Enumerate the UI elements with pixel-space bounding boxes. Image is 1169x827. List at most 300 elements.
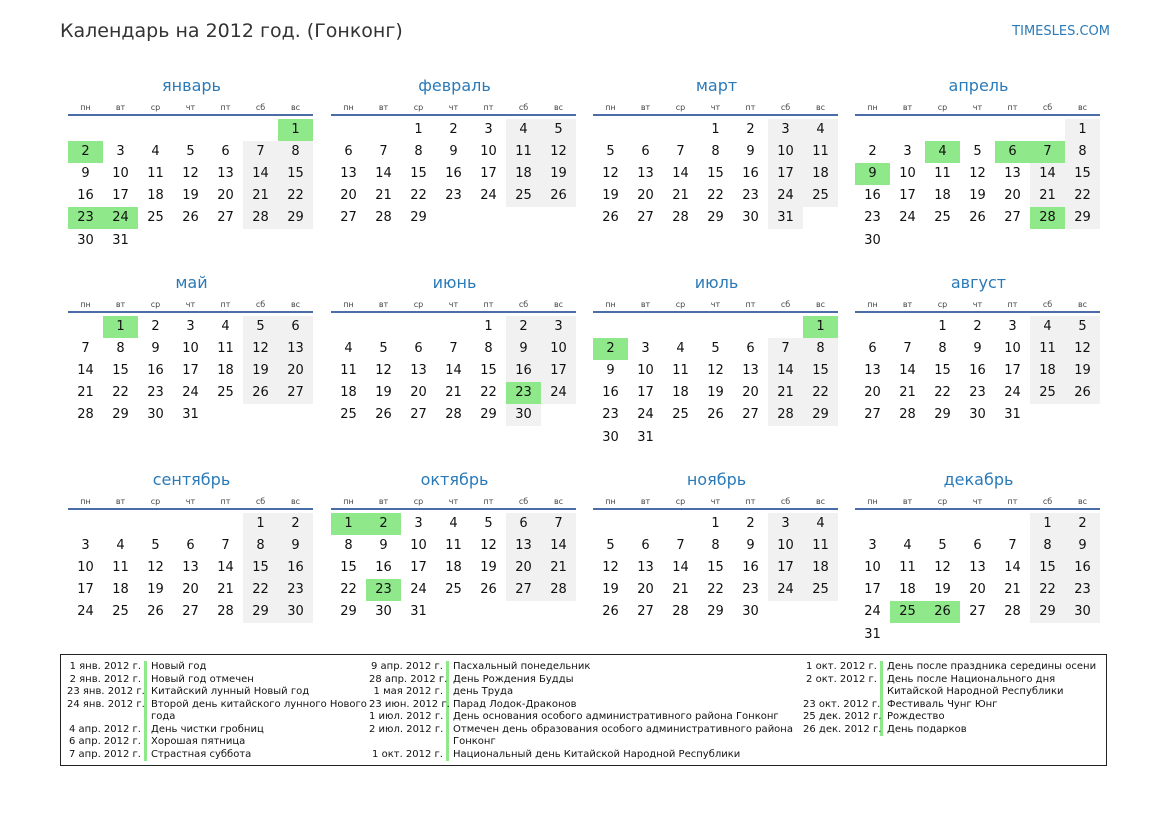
day-cell: 25: [340, 407, 357, 423]
day-cell: 12: [1065, 338, 1100, 360]
day-cell: 2: [746, 122, 755, 137]
month-divider: [331, 311, 576, 313]
month-name: декабрь: [943, 470, 1014, 489]
day-cell: 10: [541, 338, 576, 360]
day-cell: 12: [147, 560, 164, 576]
holiday-date: 23 янв. 2012 г.: [67, 686, 147, 699]
weekday-label: пн: [80, 497, 91, 506]
day-cell: 13: [506, 535, 541, 557]
day-cell: 11: [217, 341, 234, 357]
day-cell: 21: [1004, 582, 1021, 598]
day-cell: 21: [899, 385, 916, 401]
day-cell: 12: [375, 363, 392, 379]
day-cell: 19: [602, 582, 619, 598]
weekday-label: пт: [220, 497, 231, 506]
day-cell: 7: [449, 341, 458, 357]
day-cell: 30: [147, 407, 164, 423]
holiday-day-cell: 1: [278, 119, 313, 141]
holiday-date: [67, 711, 147, 724]
weekday-label: пн: [80, 103, 91, 112]
day-cell: 26: [480, 582, 497, 598]
day-cell: 28: [672, 604, 689, 620]
day-cell: 29: [480, 407, 497, 423]
day-cell: 1: [1030, 513, 1065, 535]
day-cell: 1: [243, 513, 278, 535]
day-cell: 15: [707, 166, 724, 182]
day-cell: 17: [480, 166, 497, 182]
day-cell: 4: [803, 513, 838, 535]
day-cell: 14: [1004, 560, 1021, 576]
legend-row: [369, 749, 793, 762]
day-cell: 8: [344, 538, 353, 554]
holiday-name: Отмечен день образования особого административного района: [453, 723, 793, 735]
day-cell: 4: [676, 341, 685, 357]
day-cell: 11: [445, 538, 462, 554]
day-cell: 20: [637, 188, 654, 204]
holiday-date: 4 апр. 2012 г.: [67, 724, 147, 737]
day-cell: 6: [186, 538, 195, 554]
day-cell: 5: [606, 144, 615, 160]
holiday-date: 1 июл. 2012 г.: [369, 711, 449, 724]
day-cell: 31: [1004, 407, 1021, 423]
day-cell: 23: [742, 188, 759, 204]
day-cell: 22: [480, 385, 497, 401]
legend-row: [67, 674, 367, 687]
day-cell: 23: [445, 188, 462, 204]
weekday-label: ср: [150, 300, 161, 309]
day-cell: 19: [602, 188, 619, 204]
day-cell: 31: [410, 604, 427, 620]
legend-row: [369, 661, 793, 674]
day-cell: 12: [541, 141, 576, 163]
day-cell: 6: [746, 341, 755, 357]
month-name: январь: [162, 76, 221, 95]
day-cell: 7: [541, 513, 576, 535]
weekday-label: сб: [780, 497, 791, 506]
day-cell: 9: [746, 538, 755, 554]
weekday-label: пн: [867, 497, 878, 506]
legend-row: [67, 724, 367, 737]
day-cell: 22: [1030, 579, 1065, 601]
day-cell: 21: [672, 188, 689, 204]
month-name: апрель: [948, 76, 1009, 95]
day-cell: 26: [243, 382, 278, 404]
day-cell: 9: [449, 144, 458, 160]
day-cell: 17: [182, 363, 199, 379]
weekday-label: вт: [115, 103, 126, 112]
legend-row: [803, 699, 1096, 712]
weekday-label: вт: [640, 497, 651, 506]
day-cell: 1: [938, 319, 947, 334]
day-cell: 26: [969, 210, 986, 226]
day-cell: 18: [803, 557, 838, 579]
day-cell: 7: [1008, 538, 1017, 554]
legend-row: [67, 661, 367, 674]
day-cell: 13: [340, 166, 357, 182]
weekday-label: ср: [675, 300, 686, 309]
day-cell: 20: [182, 582, 199, 598]
weekday-label: пт: [483, 103, 494, 112]
day-cell: 7: [676, 538, 685, 554]
day-cell: 30: [742, 604, 759, 620]
weekday-label: вс: [290, 103, 301, 112]
holiday-day-cell: 23: [366, 579, 401, 601]
day-cell: 15: [340, 560, 357, 576]
day-cell: 10: [768, 535, 803, 557]
holiday-day-cell: 1: [331, 513, 366, 535]
weekday-label: пт: [220, 300, 231, 309]
day-cell: 2: [449, 122, 458, 137]
day-cell: 21: [768, 382, 803, 404]
day-cell: 27: [278, 382, 313, 404]
holiday-name: Гонконг: [453, 736, 496, 747]
holiday-name: День после праздника середины осени: [887, 661, 1097, 672]
day-cell: 13: [217, 166, 234, 182]
day-cell: 12: [934, 560, 951, 576]
day-cell: 14: [77, 363, 94, 379]
holiday-name: Рождество: [887, 711, 945, 722]
day-cell: 11: [147, 166, 164, 182]
day-cell: 5: [711, 341, 720, 357]
day-cell: 9: [973, 341, 982, 357]
day-cell: 27: [1004, 210, 1021, 226]
day-cell: 9: [151, 341, 160, 357]
day-cell: 2: [151, 319, 160, 334]
day-cell: 6: [641, 144, 650, 160]
day-cell: 28: [375, 210, 392, 226]
legend-row: [67, 711, 367, 724]
legend-row: [803, 674, 1096, 687]
day-cell: 12: [969, 166, 986, 182]
day-cell: 28: [899, 407, 916, 423]
day-cell: 20: [637, 582, 654, 598]
holiday-date: 1 окт. 2012 г.: [369, 749, 449, 762]
weekday-label: вт: [640, 103, 651, 112]
day-cell: 21: [217, 582, 234, 598]
day-cell: 29: [410, 210, 427, 226]
day-cell: 3: [641, 341, 650, 357]
holiday-date: 28 апр. 2012 г.: [369, 673, 448, 685]
day-cell: 21: [672, 582, 689, 598]
day-cell: 14: [375, 166, 392, 182]
holiday-date: 2 янв. 2012 г.: [67, 674, 147, 687]
weekday-label: пн: [605, 497, 616, 506]
day-cell: 14: [672, 560, 689, 576]
legend-row: [369, 724, 793, 737]
day-cell: 16: [969, 363, 986, 379]
day-cell: 5: [186, 144, 195, 160]
weekday-label: вт: [902, 497, 913, 506]
holiday-day-cell: 6: [995, 141, 1030, 163]
day-cell: 7: [221, 538, 230, 554]
day-cell: 27: [182, 604, 199, 620]
day-cell: 16: [602, 385, 619, 401]
day-cell: 22: [278, 185, 313, 207]
day-cell: 26: [1065, 382, 1100, 404]
day-cell: 18: [934, 188, 951, 204]
weekday-label: пн: [867, 103, 878, 112]
day-cell: 9: [1065, 535, 1100, 557]
day-cell: 19: [541, 163, 576, 185]
legend-column: [369, 661, 793, 761]
day-cell: 6: [344, 144, 353, 160]
day-cell: 13: [969, 560, 986, 576]
day-cell: 31: [637, 429, 654, 445]
day-cell: 29: [243, 601, 278, 623]
day-cell: 20: [742, 385, 759, 401]
day-cell: 17: [899, 188, 916, 204]
day-cell: 30: [375, 604, 392, 620]
day-cell: 10: [182, 341, 199, 357]
day-cell: 5: [379, 341, 388, 357]
weekday-label: вс: [1077, 103, 1088, 112]
day-cell: 13: [637, 560, 654, 576]
day-cell: 20: [278, 360, 313, 382]
day-cell: 17: [112, 188, 129, 204]
weekday-label: вт: [115, 300, 126, 309]
day-cell: 13: [182, 560, 199, 576]
day-cell: 16: [375, 560, 392, 576]
day-cell: 22: [112, 385, 129, 401]
legend-row: [803, 724, 1096, 737]
weekday-label: вт: [640, 300, 651, 309]
day-cell: 30: [278, 601, 313, 623]
day-cell: 16: [742, 166, 759, 182]
day-cell: 3: [414, 516, 423, 531]
weekday-label: пн: [605, 300, 616, 309]
day-cell: 18: [147, 188, 164, 204]
day-cell: 21: [445, 385, 462, 401]
day-cell: 3: [116, 144, 125, 160]
day-cell: 12: [707, 363, 724, 379]
weekday-label: чт: [448, 300, 459, 309]
day-cell: 28: [77, 407, 94, 423]
day-cell: 6: [868, 341, 877, 357]
day-cell: 23: [1065, 579, 1100, 601]
weekday-label: чт: [972, 103, 983, 112]
day-cell: 4: [151, 144, 160, 160]
holiday-day-cell: 25: [890, 601, 925, 623]
day-cell: 27: [742, 407, 759, 423]
weekday-label: вт: [378, 300, 389, 309]
day-cell: 29: [278, 207, 313, 229]
day-cell: 6: [973, 538, 982, 554]
day-cell: 14: [1030, 163, 1065, 185]
holiday-name: Китайской Народной Республики: [887, 686, 1064, 697]
holiday-date: 1 мая 2012 г.: [369, 686, 449, 699]
day-cell: 1: [414, 122, 423, 137]
day-cell: 11: [803, 535, 838, 557]
day-cell: 18: [1030, 360, 1065, 382]
day-cell: 13: [410, 363, 427, 379]
day-cell: 21: [77, 385, 94, 401]
day-cell: 30: [969, 407, 986, 423]
day-cell: 14: [541, 535, 576, 557]
month-name: март: [695, 76, 738, 95]
month-divider: [855, 114, 1100, 116]
day-cell: 6: [221, 144, 230, 160]
weekday-label: пт: [483, 497, 494, 506]
holiday-date: [369, 736, 449, 749]
day-cell: 2: [973, 319, 982, 334]
day-cell: 29: [803, 404, 838, 426]
holiday-name: Пасхальный понедельник: [453, 661, 591, 672]
day-cell: 17: [77, 582, 94, 598]
weekday-label: ср: [150, 103, 161, 112]
day-cell: 30: [1065, 601, 1100, 623]
day-cell: 11: [506, 141, 541, 163]
holiday-name: Национальный день Китайской Народной Республики: [453, 748, 741, 760]
day-cell: 30: [742, 210, 759, 226]
holiday-date: 23 окт. 2012 г.: [803, 699, 883, 712]
holiday-name: Китайский лунный Новый год: [151, 686, 310, 697]
day-cell: 6: [506, 513, 541, 535]
day-cell: 1: [484, 319, 493, 334]
day-cell: 19: [375, 385, 392, 401]
weekday-label: чт: [185, 497, 196, 506]
weekday-label: вс: [553, 103, 564, 112]
holiday-date: 24 янв. 2012 г.: [67, 699, 147, 712]
day-cell: 28: [768, 404, 803, 426]
day-cell: 14: [445, 363, 462, 379]
weekday-label: чт: [710, 300, 721, 309]
holiday-name: Страстная суббота: [151, 748, 252, 760]
holiday-day-cell: 26: [925, 601, 960, 623]
day-cell: 3: [484, 122, 493, 137]
holiday-day-cell: 1: [803, 316, 838, 338]
day-cell: 21: [375, 188, 392, 204]
weekday-label: сб: [780, 103, 791, 112]
site-link[interactable]: TIMESLES.COM: [1012, 24, 1110, 39]
day-cell: 18: [340, 385, 357, 401]
day-cell: 4: [116, 538, 125, 554]
day-cell: 26: [541, 185, 576, 207]
day-cell: 26: [707, 407, 724, 423]
day-cell: 12: [602, 166, 619, 182]
day-cell: 18: [506, 163, 541, 185]
day-cell: 25: [147, 210, 164, 226]
holiday-name: День подарков: [887, 723, 967, 735]
day-cell: 11: [899, 560, 916, 576]
day-cell: 31: [112, 232, 129, 248]
day-cell: 27: [864, 407, 881, 423]
day-cell: 21: [1030, 185, 1065, 207]
day-cell: 20: [217, 188, 234, 204]
holiday-name: День основания особого административного района Гонконг: [453, 711, 779, 722]
weekday-label: ср: [413, 103, 424, 112]
day-cell: 3: [1008, 319, 1017, 334]
weekday-label: пт: [745, 103, 756, 112]
day-cell: 14: [899, 363, 916, 379]
day-cell: 16: [278, 557, 313, 579]
day-cell: 11: [803, 141, 838, 163]
day-cell: 10: [480, 144, 497, 160]
holiday-name: День после Национального дня: [887, 673, 1056, 685]
day-cell: 24: [864, 604, 881, 620]
day-cell: 3: [868, 538, 877, 554]
weekday-label: сб: [518, 103, 529, 112]
day-cell: 8: [116, 341, 125, 357]
day-cell: 24: [899, 210, 916, 226]
day-cell: 4: [506, 119, 541, 141]
month-divider: [855, 508, 1100, 510]
day-cell: 19: [707, 385, 724, 401]
month-name: май: [175, 273, 208, 292]
day-cell: 15: [112, 363, 129, 379]
weekday-label: вс: [815, 497, 826, 506]
day-cell: 15: [707, 560, 724, 576]
day-cell: 27: [410, 407, 427, 423]
day-cell: 5: [484, 516, 493, 531]
weekday-label: вс: [1077, 497, 1088, 506]
holiday-date: 1 окт. 2012 г.: [803, 661, 883, 674]
day-cell: 26: [147, 604, 164, 620]
holiday-day-cell: 9: [855, 163, 890, 185]
holiday-day-cell: 2: [593, 338, 628, 360]
day-cell: 8: [484, 341, 493, 357]
day-cell: 1: [711, 122, 720, 137]
day-cell: 17: [768, 163, 803, 185]
day-cell: 27: [637, 604, 654, 620]
day-cell: 31: [182, 407, 199, 423]
day-cell: 22: [340, 582, 357, 598]
day-cell: 26: [182, 210, 199, 226]
day-cell: 16: [506, 360, 541, 382]
month-divider: [68, 311, 313, 313]
day-cell: 8: [243, 535, 278, 557]
weekday-label: сб: [780, 300, 791, 309]
day-cell: 13: [864, 363, 881, 379]
month-name: июль: [694, 273, 739, 292]
weekday-label: сб: [255, 497, 266, 506]
legend-row: [803, 661, 1096, 674]
weekday-label: пн: [80, 300, 91, 309]
weekday-label: сб: [518, 497, 529, 506]
holiday-name: Новый год: [151, 661, 207, 672]
day-cell: 19: [934, 582, 951, 598]
weekday-label: ср: [413, 497, 424, 506]
day-cell: 27: [506, 579, 541, 601]
weekday-label: сб: [255, 103, 266, 112]
month-divider: [855, 311, 1100, 313]
day-cell: 21: [541, 557, 576, 579]
day-cell: 6: [278, 316, 313, 338]
legend-row: [803, 686, 1096, 699]
day-cell: 11: [934, 166, 951, 182]
day-cell: 22: [410, 188, 427, 204]
day-cell: 12: [243, 338, 278, 360]
day-cell: 16: [742, 560, 759, 576]
day-cell: 2: [746, 516, 755, 531]
day-cell: 17: [864, 582, 881, 598]
month-divider: [68, 508, 313, 510]
day-cell: 28: [541, 579, 576, 601]
day-cell: 10: [768, 141, 803, 163]
day-cell: 5: [541, 119, 576, 141]
weekday-label: чт: [710, 103, 721, 112]
day-cell: 23: [864, 210, 881, 226]
day-cell: 5: [243, 316, 278, 338]
weekday-label: вт: [378, 497, 389, 506]
legend-row: [67, 699, 367, 712]
day-cell: 7: [379, 144, 388, 160]
weekday-label: чт: [448, 497, 459, 506]
day-cell: 12: [602, 560, 619, 576]
day-cell: 22: [1065, 185, 1100, 207]
holiday-date: 7 апр. 2012 г.: [67, 749, 147, 762]
holiday-name: день Труда: [453, 686, 514, 697]
weekday-label: сб: [518, 300, 529, 309]
